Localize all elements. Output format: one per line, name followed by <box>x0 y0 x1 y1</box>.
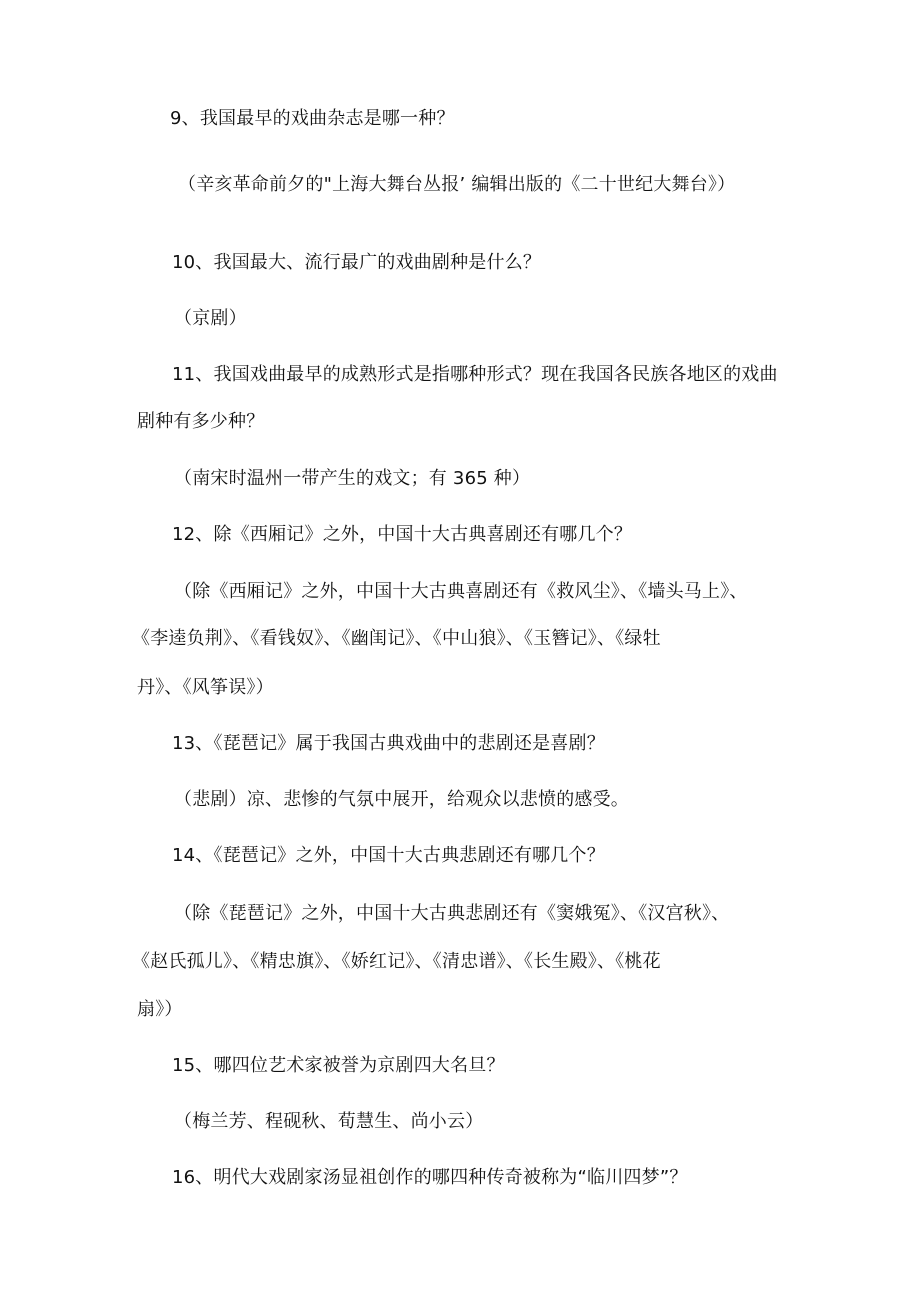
answer-14-line-2: 《赵氏孤儿》、《精忠旗》、《娇红记》、《清忠谱》、《长生殿》、《桃花 <box>132 951 661 972</box>
answer-12-line-1: （除《西厢记》之外，中国十大古典喜剧还有《救风尘》、《墙头马上》、 <box>174 581 748 602</box>
answer-15: （梅兰芳、程砚秋、荀慧生、尚小云） <box>174 1111 484 1132</box>
question-9: 9、我国最早的戏曲杂志是哪一种？ <box>170 108 455 129</box>
question-11-line-2: 剧种有多少种？ <box>137 411 265 432</box>
answer-14-line-3: 扇》） <box>137 999 183 1020</box>
answer-12-line-3: 丹》、《风筝误》） <box>137 677 274 698</box>
answer-13: （悲剧）凉、悲惨的气氛中展开，给观众以悲愤的感受。 <box>174 789 629 810</box>
question-16: 16、明代大戏剧家汤显祖创作的哪四种传奇被称为“临川四梦”？ <box>172 1167 688 1188</box>
question-15: 15、哪四位艺术家被誉为京剧四大名旦？ <box>172 1055 505 1076</box>
question-12: 12、除《西厢记》之外，中国十大古典喜剧还有哪几个？ <box>172 524 633 545</box>
answer-11: （南宋时温州一带产生的戏文；有 365 种） <box>174 468 531 489</box>
question-10: 10、我国最大、流行最广的戏曲剧种是什么？ <box>172 252 542 273</box>
answer-14-line-1: （除《琵琶记》之外，中国十大古典悲剧还有《窦娥冤》、《汉宫秋》、 <box>174 903 730 924</box>
question-14: 14、《琵琶记》之外，中国十大古典悲剧还有哪几个？ <box>172 845 605 866</box>
question-11-line-1: 11、我国戏曲最早的成熟形式是指哪种形式？现在我国各民族各地区的戏曲 <box>172 364 778 385</box>
answer-10: （京剧） <box>174 308 247 329</box>
answer-9: （辛亥革命前夕的"上海大舞台丛报’ 编辑出版的《二十世纪大舞台》） <box>178 174 736 195</box>
question-13: 13、《琵琶记》属于我国古典戏曲中的悲剧还是喜剧？ <box>172 733 605 754</box>
answer-12-line-2: 《李逵负荆》、《看钱奴》、《幽闺记》、《中山狼》、《玉簪记》、《绿牡 <box>132 628 661 649</box>
